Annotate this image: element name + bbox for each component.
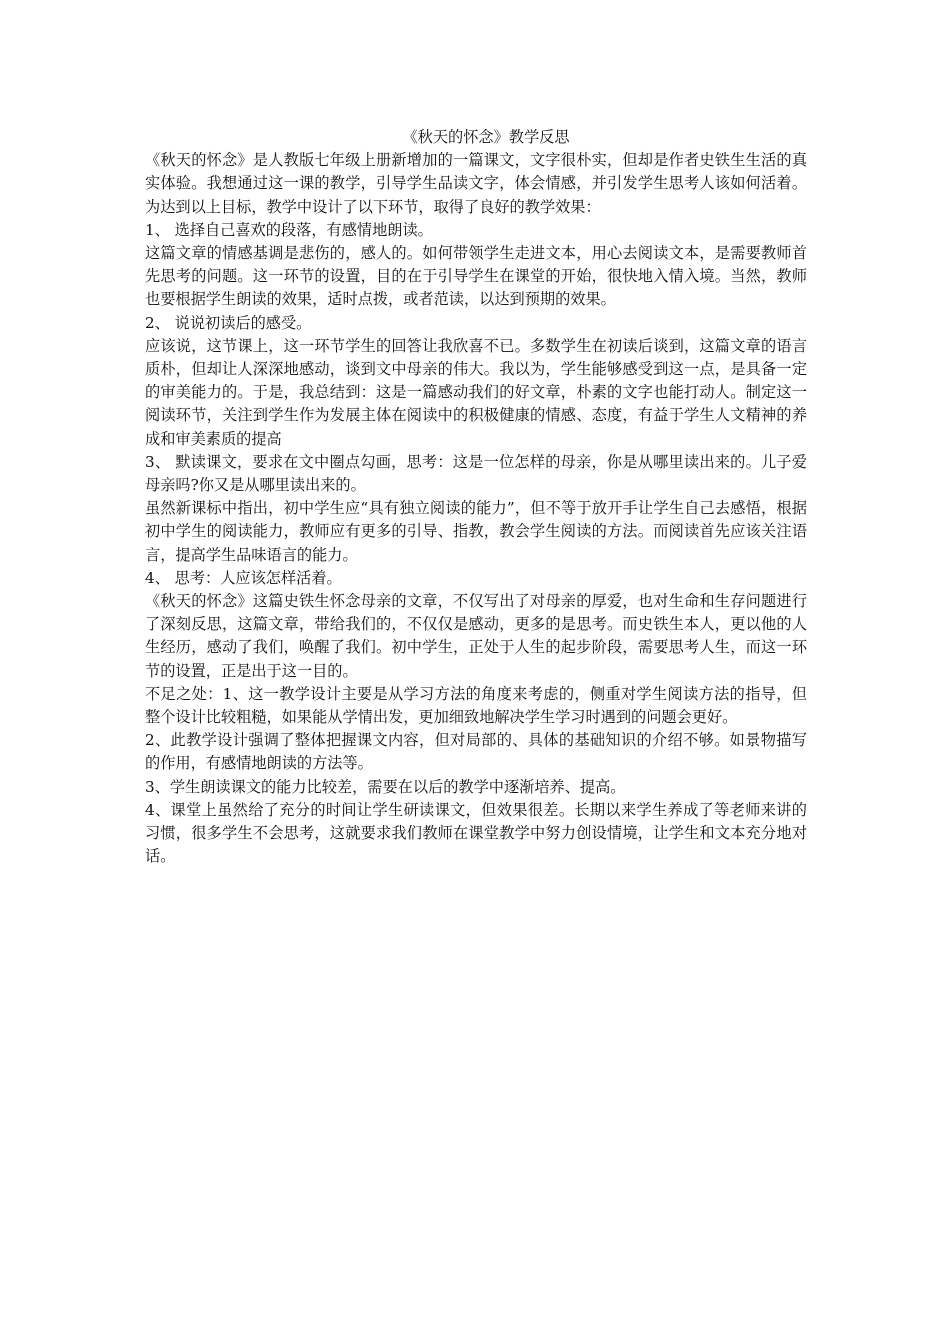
step-2-paragraph: 应该说，这节课上，这一环节学生的回答让我欣喜不已。多数学生在初读后谈到，这篇文章的语言质朴，但却让人深深地感动，谈到文中母亲的伟大。我以为，学生能够感受到这一点，是具备一定的审美能力的。于是，我总结到：这是一篇感动我们的好文章，朴素的文字也能打动人。制定这一阅读环节，关注到学生作为发展主体在阅读中的积极健康的情感、态度，有益于学生人文精神的养成和审美素质的提高 [145, 336, 807, 448]
shortcoming-4-paragraph: 4、课堂上虽然给了充分的时间让学生研读课文，但效果很差。长期以来学生养成了等老师来讲的习惯，很多学生不会思考，这就要求我们教师在课堂教学中努力创设情境，让学生和文本充分地对话。 [145, 800, 807, 866]
shortcoming-1-paragraph: 不足之处：1、这一教学设计主要是从学习方法的角度来考虑的，侧重对学生阅读方法的指导，但整个设计比较粗糙，如果能从学情出发，更加细致地解决学生学习时遇到的问题会更好。 [145, 684, 807, 727]
step-3-heading: 3、 默读课文，要求在文中圈点勾画，思考：这是一位怎样的母亲，你是从哪里读出来的。儿子爱母亲吗?你又是从哪里读出来的。 [145, 452, 807, 495]
step-3-paragraph: 虽然新课标中指出，初中学生应“具有独立阅读的能力”，但不等于放开手让学生自己去感悟，根据初中学生的阅读能力，教师应有更多的引导、指教，教会学生阅读的方法。而阅读首先应该关注语言，提高学生品味语言的能力。 [145, 499, 807, 564]
intro-paragraph: 《秋天的怀念》是人教版七年级上册新增加的一篇课文，文字很朴实，但却是作者史铁生生活的真实体验。我想通过这一课的教学，引导学生品读文字，体会情感，并引发学生思考人该如何活着。为达到以上目标，教学中设计了以下环节，取得了良好的教学效果： [145, 151, 807, 216]
document-body [145, 126, 807, 869]
shortcoming-3-paragraph: 3、学生朗读课文的能力比较差，需要在以后的教学中逐渐培养、提高。 [145, 777, 626, 796]
step-1-heading: 1、 选择自己喜欢的段落，有感情地朗读。 [145, 220, 433, 239]
step-1-paragraph: 这篇文章的情感基调是悲伤的，感人的。如何带领学生走进文本，用心去阅读文本，是需要教师首先思考的问题。这一环节的设置，目的在于引导学生在课堂的开始，很快地入情入境。当然，教师也要根据学生朗读的效果，适时点拨，或者范读，以达到预期的效果。 [145, 244, 807, 309]
document-title: 《秋天的怀念》教学反思 [402, 128, 570, 146]
step-4-paragraph: 《秋天的怀念》这篇史铁生怀念母亲的文章，不仅写出了对母亲的厚爱，也对生命和生存问题进行了深刻反思，这篇文章，带给我们的，不仅仅是感动，更多的是思考。而史铁生本人，更以他的人生经历，感动了我们，唤醒了我们。初中学生，正处于人生的起步阶段，需要思考人生，而这一环节的设置，正是出于这一目的。 [145, 592, 807, 680]
shortcoming-2-paragraph: 2、此教学设计强调了整体把握课文内容，但对局部的、具体的基础知识的介绍不够。如景物描写的作用，有感情地朗读的方法等。 [145, 731, 807, 773]
step-4-heading: 4、 思考：人应该怎样活着。 [145, 568, 342, 587]
step-2-heading: 2、 说说初读后的感受。 [145, 313, 312, 332]
